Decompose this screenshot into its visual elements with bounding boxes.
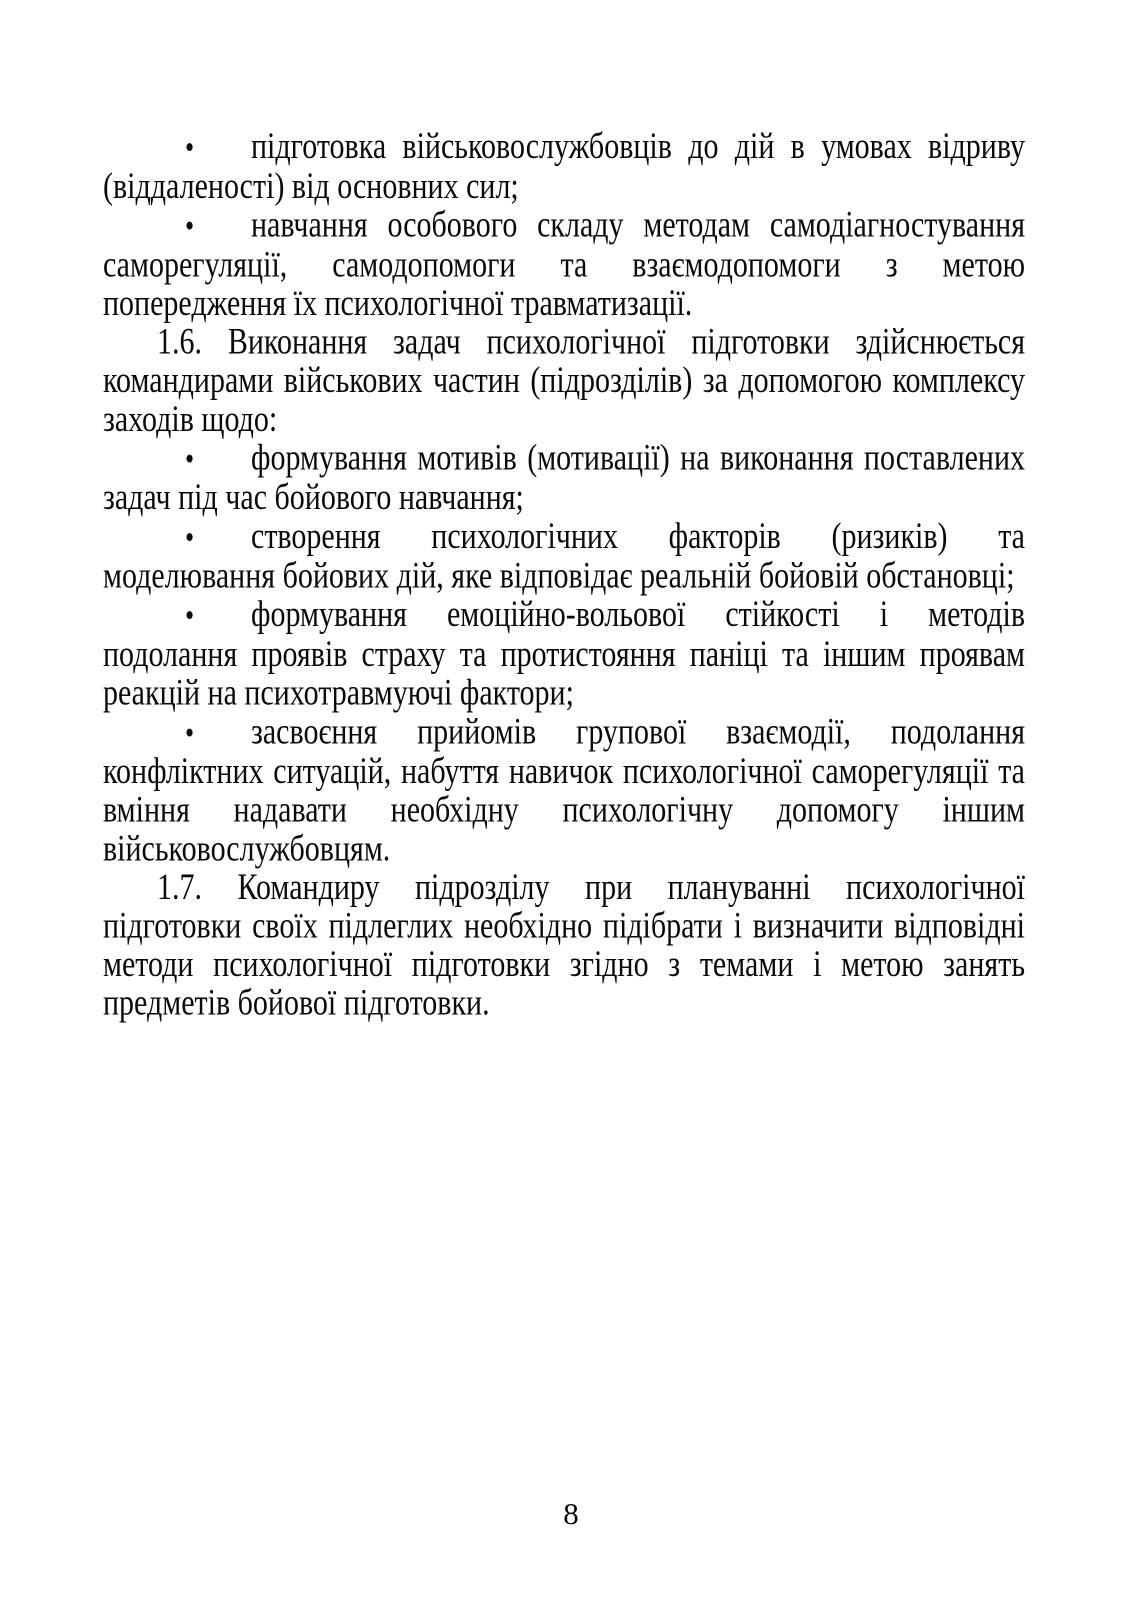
list-item <box>103 205 1025 322</box>
bullet-icon: • <box>185 207 195 245</box>
bullet-icon: • <box>185 597 195 634</box>
list-item-text: навчання особового складу методам самодіагностування саморегуляції, самодопомоги та взаємодопомоги з метою попередження їх психологічної травматизації. <box>103 204 1025 324</box>
paragraph-text: 1.7. Командиру підрозділу при плануванні психологічної підготовки своїх підлеглих необхідно підібрати і визначити відповідні методи психологічної підготовки згідно з темами і метою занять предметів бойової підготовки. <box>103 866 1025 1024</box>
list-item <box>103 712 1025 868</box>
list-item <box>103 127 1025 205</box>
list-item-text: створення психологічних факторів (ризиків) та моделювання бойових дій, яке відповідає реальній бойовій обстановці; <box>103 515 1025 597</box>
paragraph-text: 1.6. Виконання задач психологічної підготовки здійснюється командирами військових частин (підрозділів) за допомогою комплексу заходів щодо: <box>103 321 1025 440</box>
list-item-text: підготовка військовослужбовців до дій в умовах відриву (віддаленості) від основних сил; <box>103 125 1025 207</box>
bullet-icon: • <box>185 519 195 556</box>
page-number: 8 <box>563 1496 579 1531</box>
numbered-paragraph <box>103 322 1025 438</box>
list-item-text: формування емоційно-вольової стійкості і методів подолання проявів страху та протистояння паніці та іншим проявам реакцій на психотравмуючі фактори; <box>103 593 1025 714</box>
list-item <box>103 595 1025 712</box>
list-item-text: формування мотивів (мотивації) на виконання поставлених задач під час бойового навчання; <box>103 437 1025 518</box>
bullet-icon: • <box>185 129 195 166</box>
list-item <box>103 517 1025 595</box>
list-item <box>103 438 1025 516</box>
numbered-paragraph <box>103 868 1025 1022</box>
list-item-text: засвоєння прийомів групової взаємодії, подолання конфліктних ситуацій, набуття навичок психологічної саморегуляції та вміння надавати необхідну психологічну допомогу іншим військовослужбовцям. <box>103 710 1025 870</box>
bullet-icon: • <box>185 714 195 751</box>
bullet-icon: • <box>185 440 195 477</box>
document-body <box>103 127 1025 1022</box>
